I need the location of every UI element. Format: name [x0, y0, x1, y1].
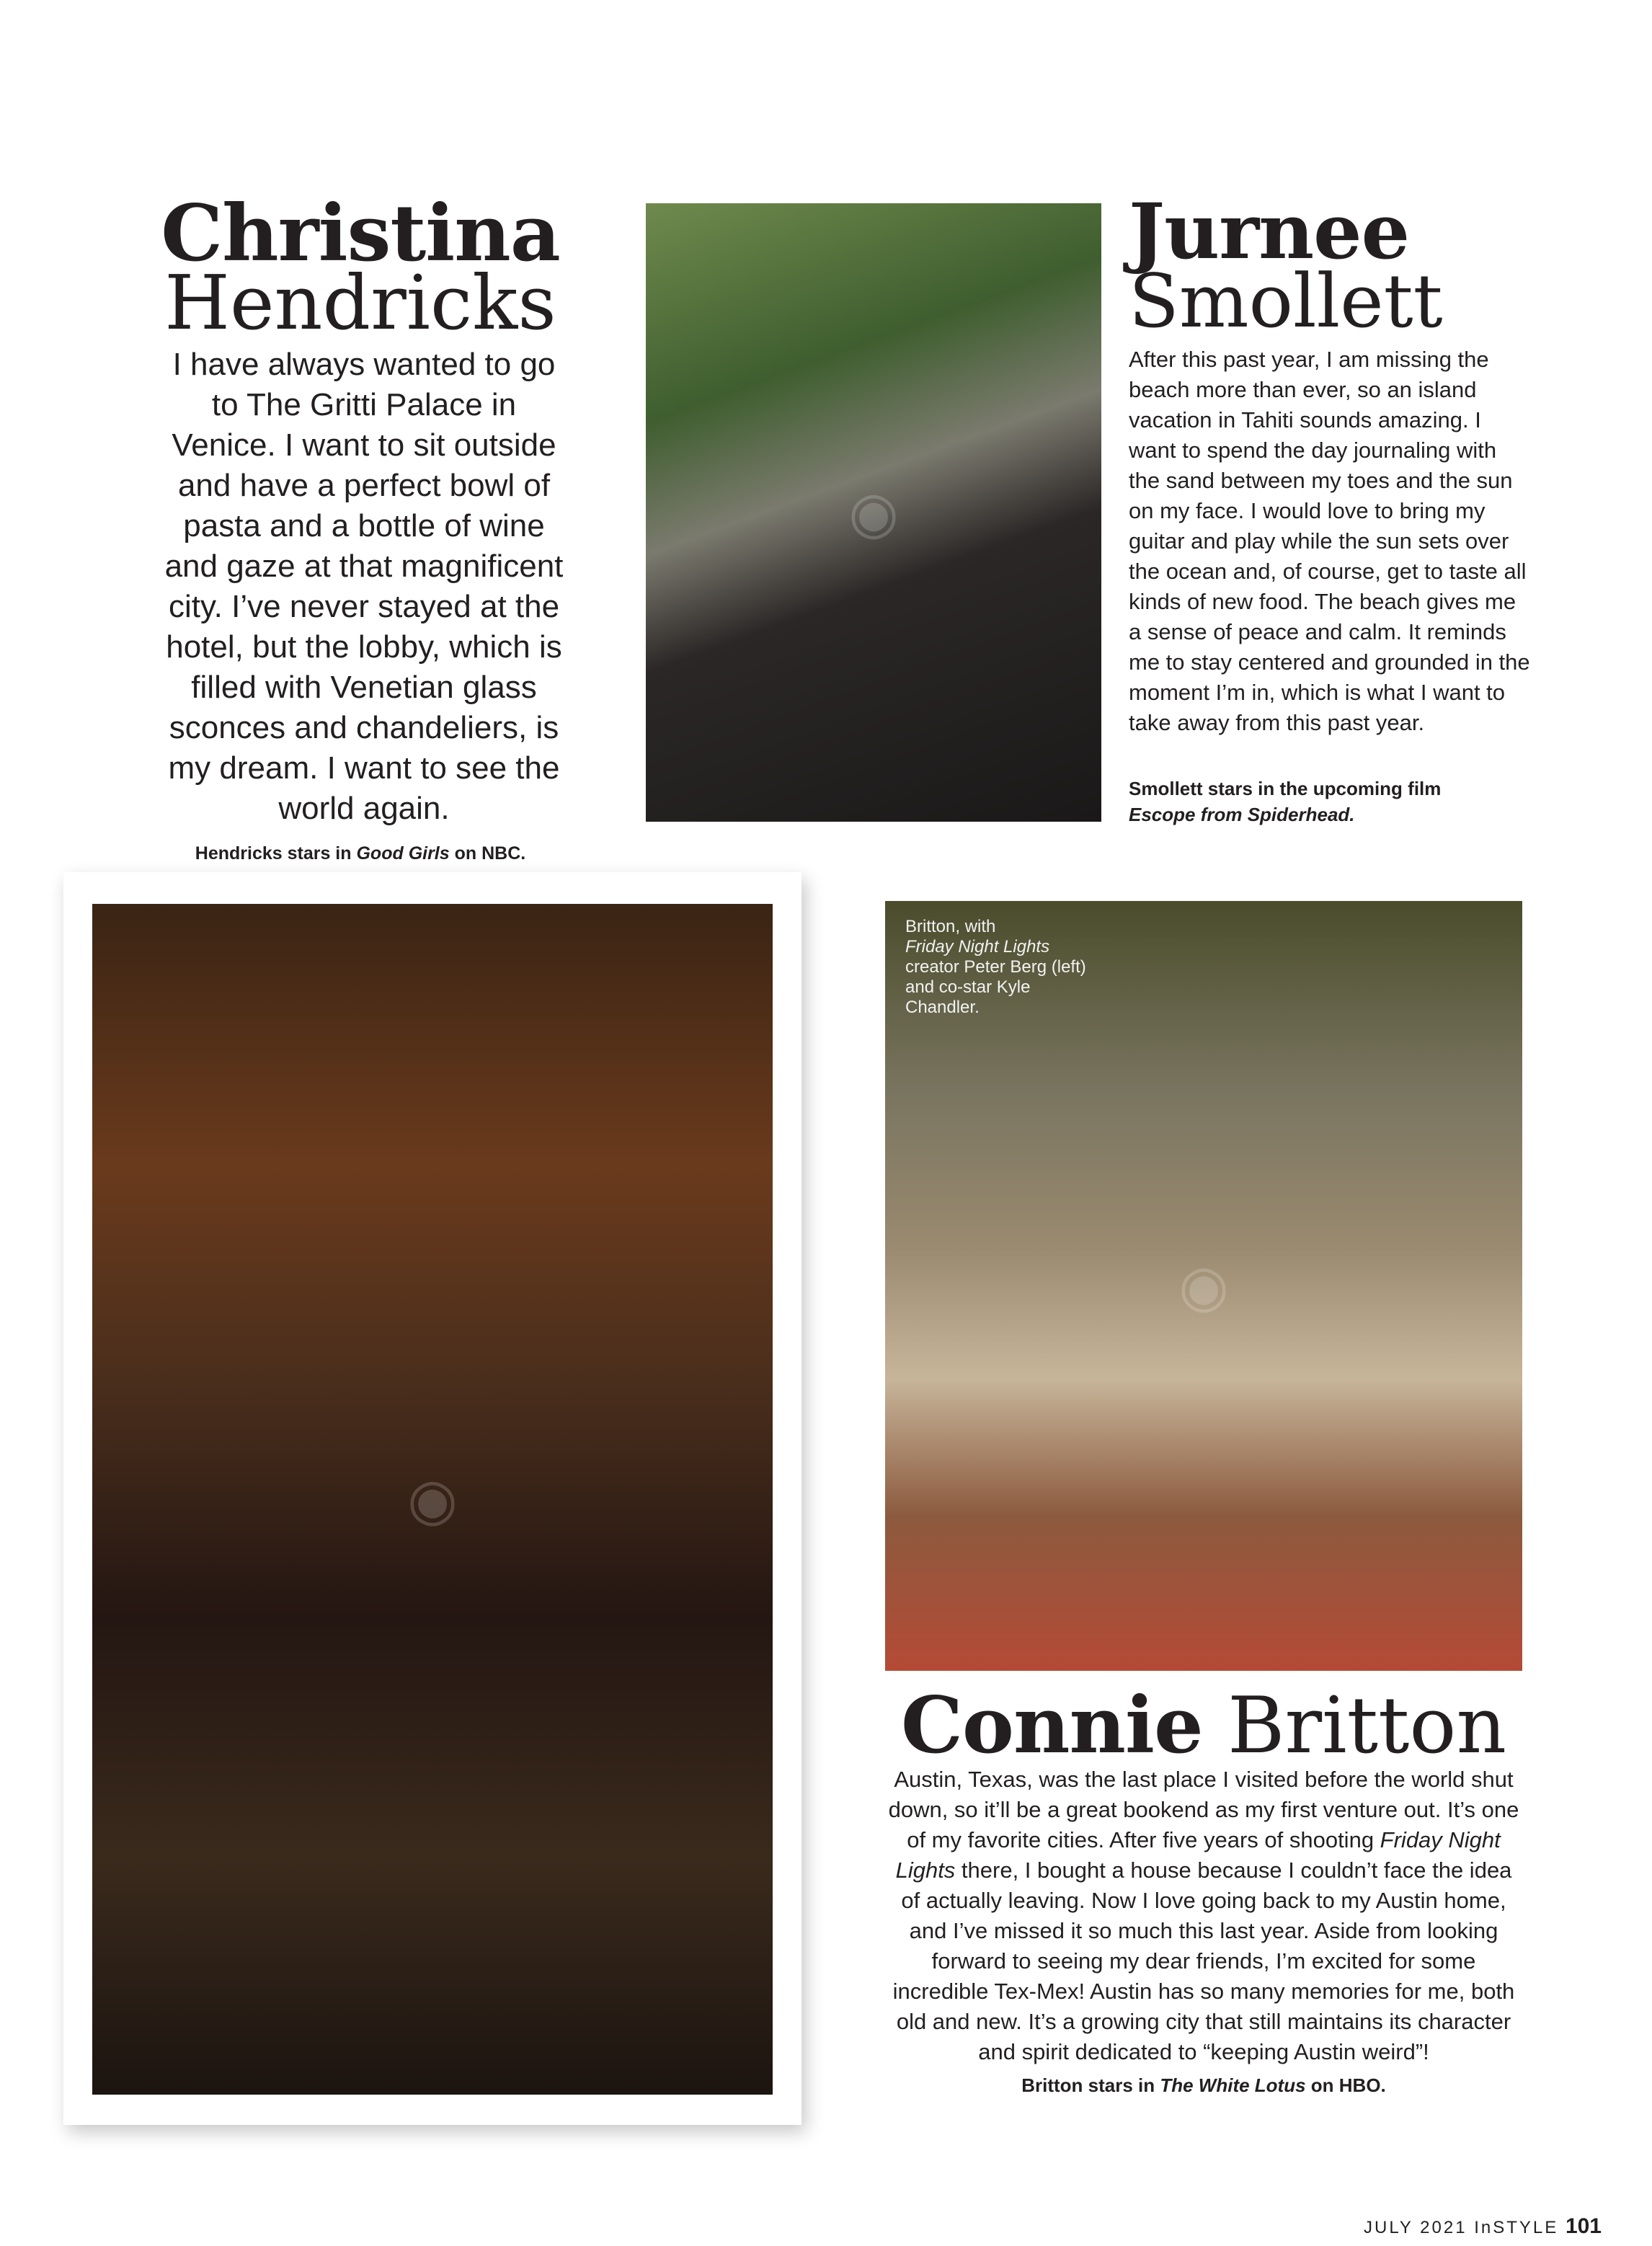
britton-body-text: [885, 1765, 1522, 2067]
britton-credit-post: on HBO.: [1305, 2074, 1386, 2096]
hendricks-body-text: I have always wanted to go to The Gritti Palace in Venice. I want to sit outside and have a perfect bowl of pasta and a bottle of wine and gaze at that magnificent city. I’ve never stayed at the hotel, but the lobby, which is filled with Venetian glass sconces and chandeliers, is my dream. I want to see the world again.: [164, 347, 564, 826]
britton-name: [885, 1680, 1522, 1771]
hendricks-credit-pre: Hendricks stars in: [195, 843, 357, 864]
hendricks-credit-post: on NBC.: [449, 843, 526, 864]
britton-body-part2: there, I bought a house because I couldn’t face the idea of actually leaving. Now I love going back to my Austin home, and I’ve missed it so much this last year. Aside from looking forward to seeing my dear friends, I’m excited for some incredible Tex-Mex! Austin has so many memories for me, both old and new. It’s a growing city that still maintains its character and spirit dedicated to “keeping Austin weird”!: [892, 1857, 1515, 2064]
britton-body-part1: Austin, Texas, was the last place I visited before the world shut down, so it’ll be a great bookend as my first venture out. It’s one of my favorite cities. After five years of shooting: [888, 1767, 1519, 1852]
smollett-credit-line: Smollett stars in the upcoming film: [1129, 778, 1442, 799]
smollett-body-text: After this past year, I am missing the beach more than ever, so an island vacation in Tahiti sounds amazing. I want to spend the day journaling with the sand between my toes and the sun on my face. I would love to bring my guitar and play while the sun sets over the ocean and, of course, get to taste all kinds of new food. The beach gives me a sense of peace and calm. It reminds me to stay centered and grounded in the moment I’m in, which is what I want to take away from this past year.: [1129, 347, 1530, 735]
britton-credit: [885, 2074, 1522, 2097]
page-folio: [1364, 2214, 1602, 2239]
camera-icon: ◉: [848, 480, 899, 545]
britton-body-show: Friday Night Lights: [895, 1827, 1501, 1883]
britton-caption-pre: Britton, with: [905, 917, 996, 936]
smollett-credit: [1129, 776, 1532, 827]
folio-date: JULY 2021: [1364, 2218, 1467, 2237]
hendricks-first-name: Christina: [161, 188, 560, 279]
hendricks-last-name: Hendricks: [164, 259, 556, 347]
britton-caption-show: Friday Night Lights: [905, 937, 1050, 956]
britton-caption-post: creator Peter Berg (left) and co-star Kyle Chandler.: [905, 957, 1086, 1017]
hendricks-credit-show: Good Girls: [356, 843, 450, 864]
camera-icon: ◉: [1178, 1253, 1229, 1318]
smollett-photo: [646, 203, 1101, 822]
britton-first-name: Connie: [900, 1680, 1203, 1771]
britton-credit-pre: Britton stars in: [1021, 2074, 1160, 2096]
hendricks-photo-frame: [63, 872, 801, 2125]
britton-credit-show: The White Lotus: [1160, 2074, 1306, 2096]
folio-magazine: InSTYLE: [1474, 2218, 1559, 2237]
folio-page-number: 101: [1565, 2214, 1602, 2238]
britton-last-name: Britton: [1227, 1681, 1507, 1771]
hendricks-photo: [92, 904, 773, 2095]
camera-icon: ◉: [407, 1467, 458, 1532]
smollett-last-name: Smollett: [1129, 259, 1443, 345]
britton-photo-caption: [905, 917, 1093, 1018]
smollett-first-name: Jurnee: [1129, 186, 1410, 276]
hendricks-credit: [115, 843, 605, 864]
smollett-credit-film: Escope from Spiderhead.: [1129, 804, 1355, 825]
